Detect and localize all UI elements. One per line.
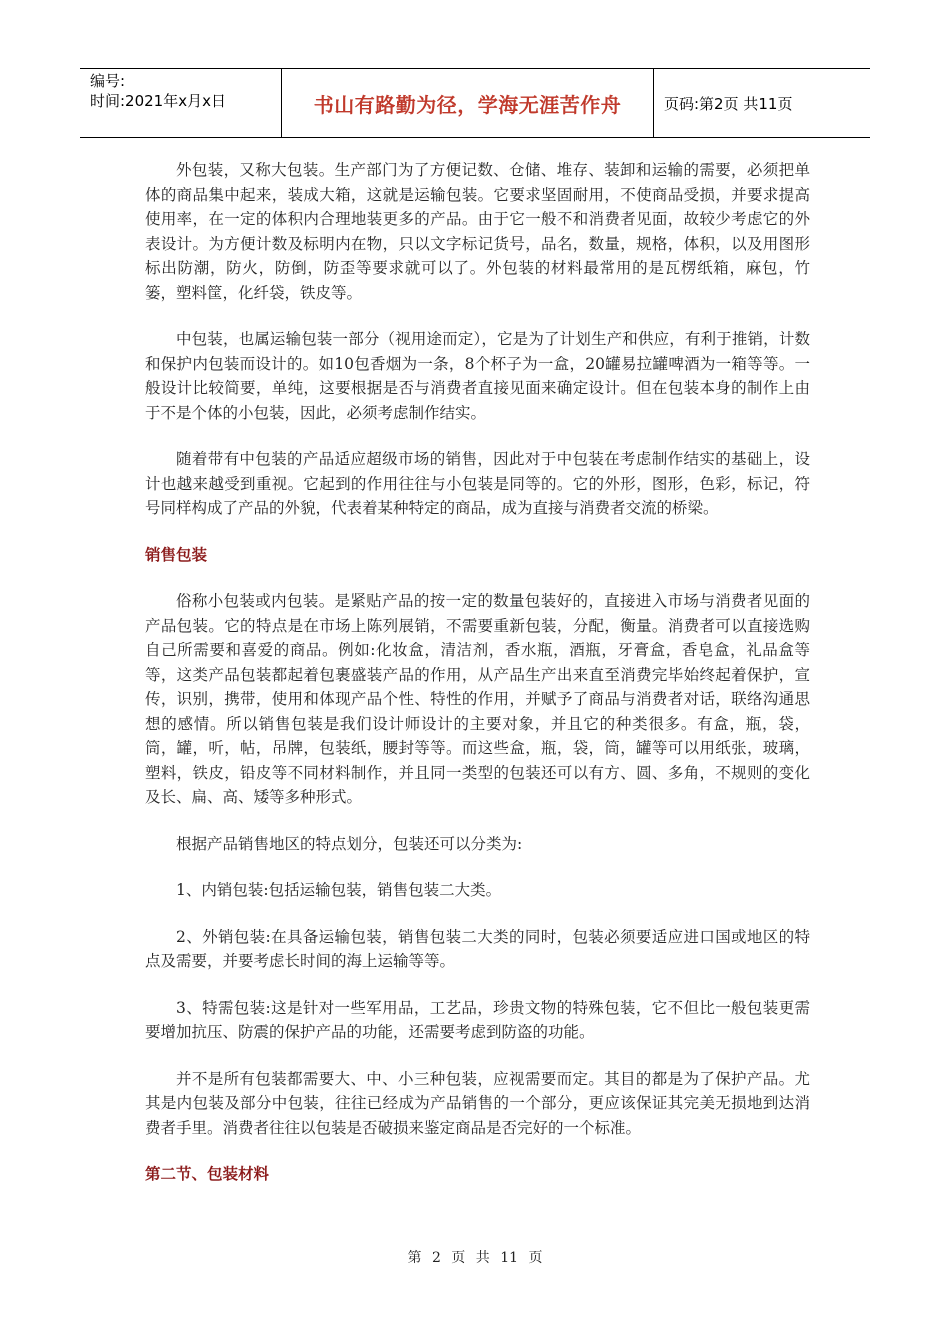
list-item-domestic: 1、内销包装:包括运输包装，销售包装二大类。 [176, 881, 502, 899]
paragraph-outer-packaging: 外包装，又称大包装。生产部门为了方便记数、仓储、堆存、装卸和运输的需要，必须把单体的商品集中起来，装成大箱，这就是运输包装。它要求坚固耐用，不使商品受损，并要求提高使用率，在一定的体积内合理地装更多的产品。由于它一般不和消费者见面，故较少考虑它的外表设计。为方便计数及标明内在物，只以文字标记货号，品名，数量，规格，体积，以及用图形标出防潮，防火，防倒，防歪等要求就可以了。外包装的材料最常用的是瓦楞纸箱，麻包，竹篓，塑料筐，化纤袋，铁皮等。 [145, 161, 810, 302]
paragraph-classification-intro: 根据产品销售地区的特点划分，包装还可以分类为: [176, 834, 523, 853]
time-label: 时间:2021年x月x日 [90, 92, 226, 110]
header-meta [80, 69, 282, 137]
page-footer: 第 2 页 共 11 页 [407, 1250, 543, 1266]
list-item-export: 2、外销包装:在具备运输包装，销售包装二大类的同时，包装必须要适应进口国或地区的特点及需要，并要考虑长时间的海上运输等等。 [145, 927, 810, 970]
document-body [145, 158, 810, 1209]
paragraph-middle-packaging: 中包装，也属运输包装一部分（视用途而定），它是为了计划生产和供应，有利于推销，计数和保护内包装而设计的。如10包香烟为一条，8个杯子为一盒，20罐易拉罐啤酒为一箱等等。一般设计比较简要，单纯，这要根据是否与消费者直接见面来确定设计。但在包装本身的制作上由于不是个体的小包装，因此，必须考虑制作结实。 [145, 330, 810, 422]
paragraph-sales-packaging: 俗称小包装或内包装。是紧贴产品的按一定的数量包装好的，直接进入市场与消费者见面的产品包装。它的特点是在市场上陈列展销，不需要重新包装，分配，衡量。消费者可以直接选购自己所需要和喜爱的商品。例如:化妆盒，清洁剂，香水瓶，酒瓶，牙膏盒，香皂盒，礼品盒等等，这类产品包装都起着包裹盛装产品的作用，从产品生产出来直至消费完毕始终起着保护，宣传，识别，携带，使用和体现产品个性、特性的作用，并赋予了商品与消费者对话，联络沟通思想的感情。所以销售包装是我们设计师设计的主要对象，并且它的种类很多。有盒，瓶，袋，筒，罐，听，帖，吊牌，包装纸，腰封等等。而这些盒，瓶，袋，筒，罐等可以用纸张，玻璃，塑料，铁皮，铅皮等不同材料制作，并且同一类型的包装还可以有方、圆、多角，不规则的变化及长、扁、高、矮等多种形式。 [145, 592, 810, 806]
paragraph-conclusion: 并不是所有包装都需要大、中、小三种包装，应视需要而定。其目的都是为了保护产品。尤其是内包装及部分中包装，往往已经成为产品销售的一个部分，更应该保证其完美无损地到达消费者手里。消费者往往以包装是否破损来鉴定商品是否完好的一个标准。 [145, 1069, 810, 1137]
document-header [80, 68, 870, 138]
header-page-info: 页码:第2页 共11页 [664, 94, 793, 113]
header-motto: 书山有路勤为径，学海无涯苦作舟 [313, 92, 622, 117]
list-item-special: 3、特需包装:这是针对一些军用品，工艺品，珍贵文物的特殊包装，它不但比一般包装更需要增加抗压、防震的保护产品的功能，还需要考虑到防盗的功能。 [145, 998, 810, 1041]
section-heading-materials: 第二节、包装材料 [145, 1165, 270, 1183]
number-label: 编号: [90, 72, 126, 90]
section-heading-sales-packaging: 销售包装 [145, 545, 208, 564]
header-motto-cell [282, 69, 654, 137]
header-page-cell [654, 69, 870, 137]
paragraph-middle-packaging-design: 随着带有中包装的产品适应超级市场的销售，因此对于中包装在考虑制作结实的基础上，设计也越来越受到重视。它起到的作用往往与小包装是同等的。它的外形，图形，色彩，标记，符号同样构成了产品的外貌，代表着某种特定的商品，成为直接与消费者交流的桥梁。 [145, 450, 810, 517]
